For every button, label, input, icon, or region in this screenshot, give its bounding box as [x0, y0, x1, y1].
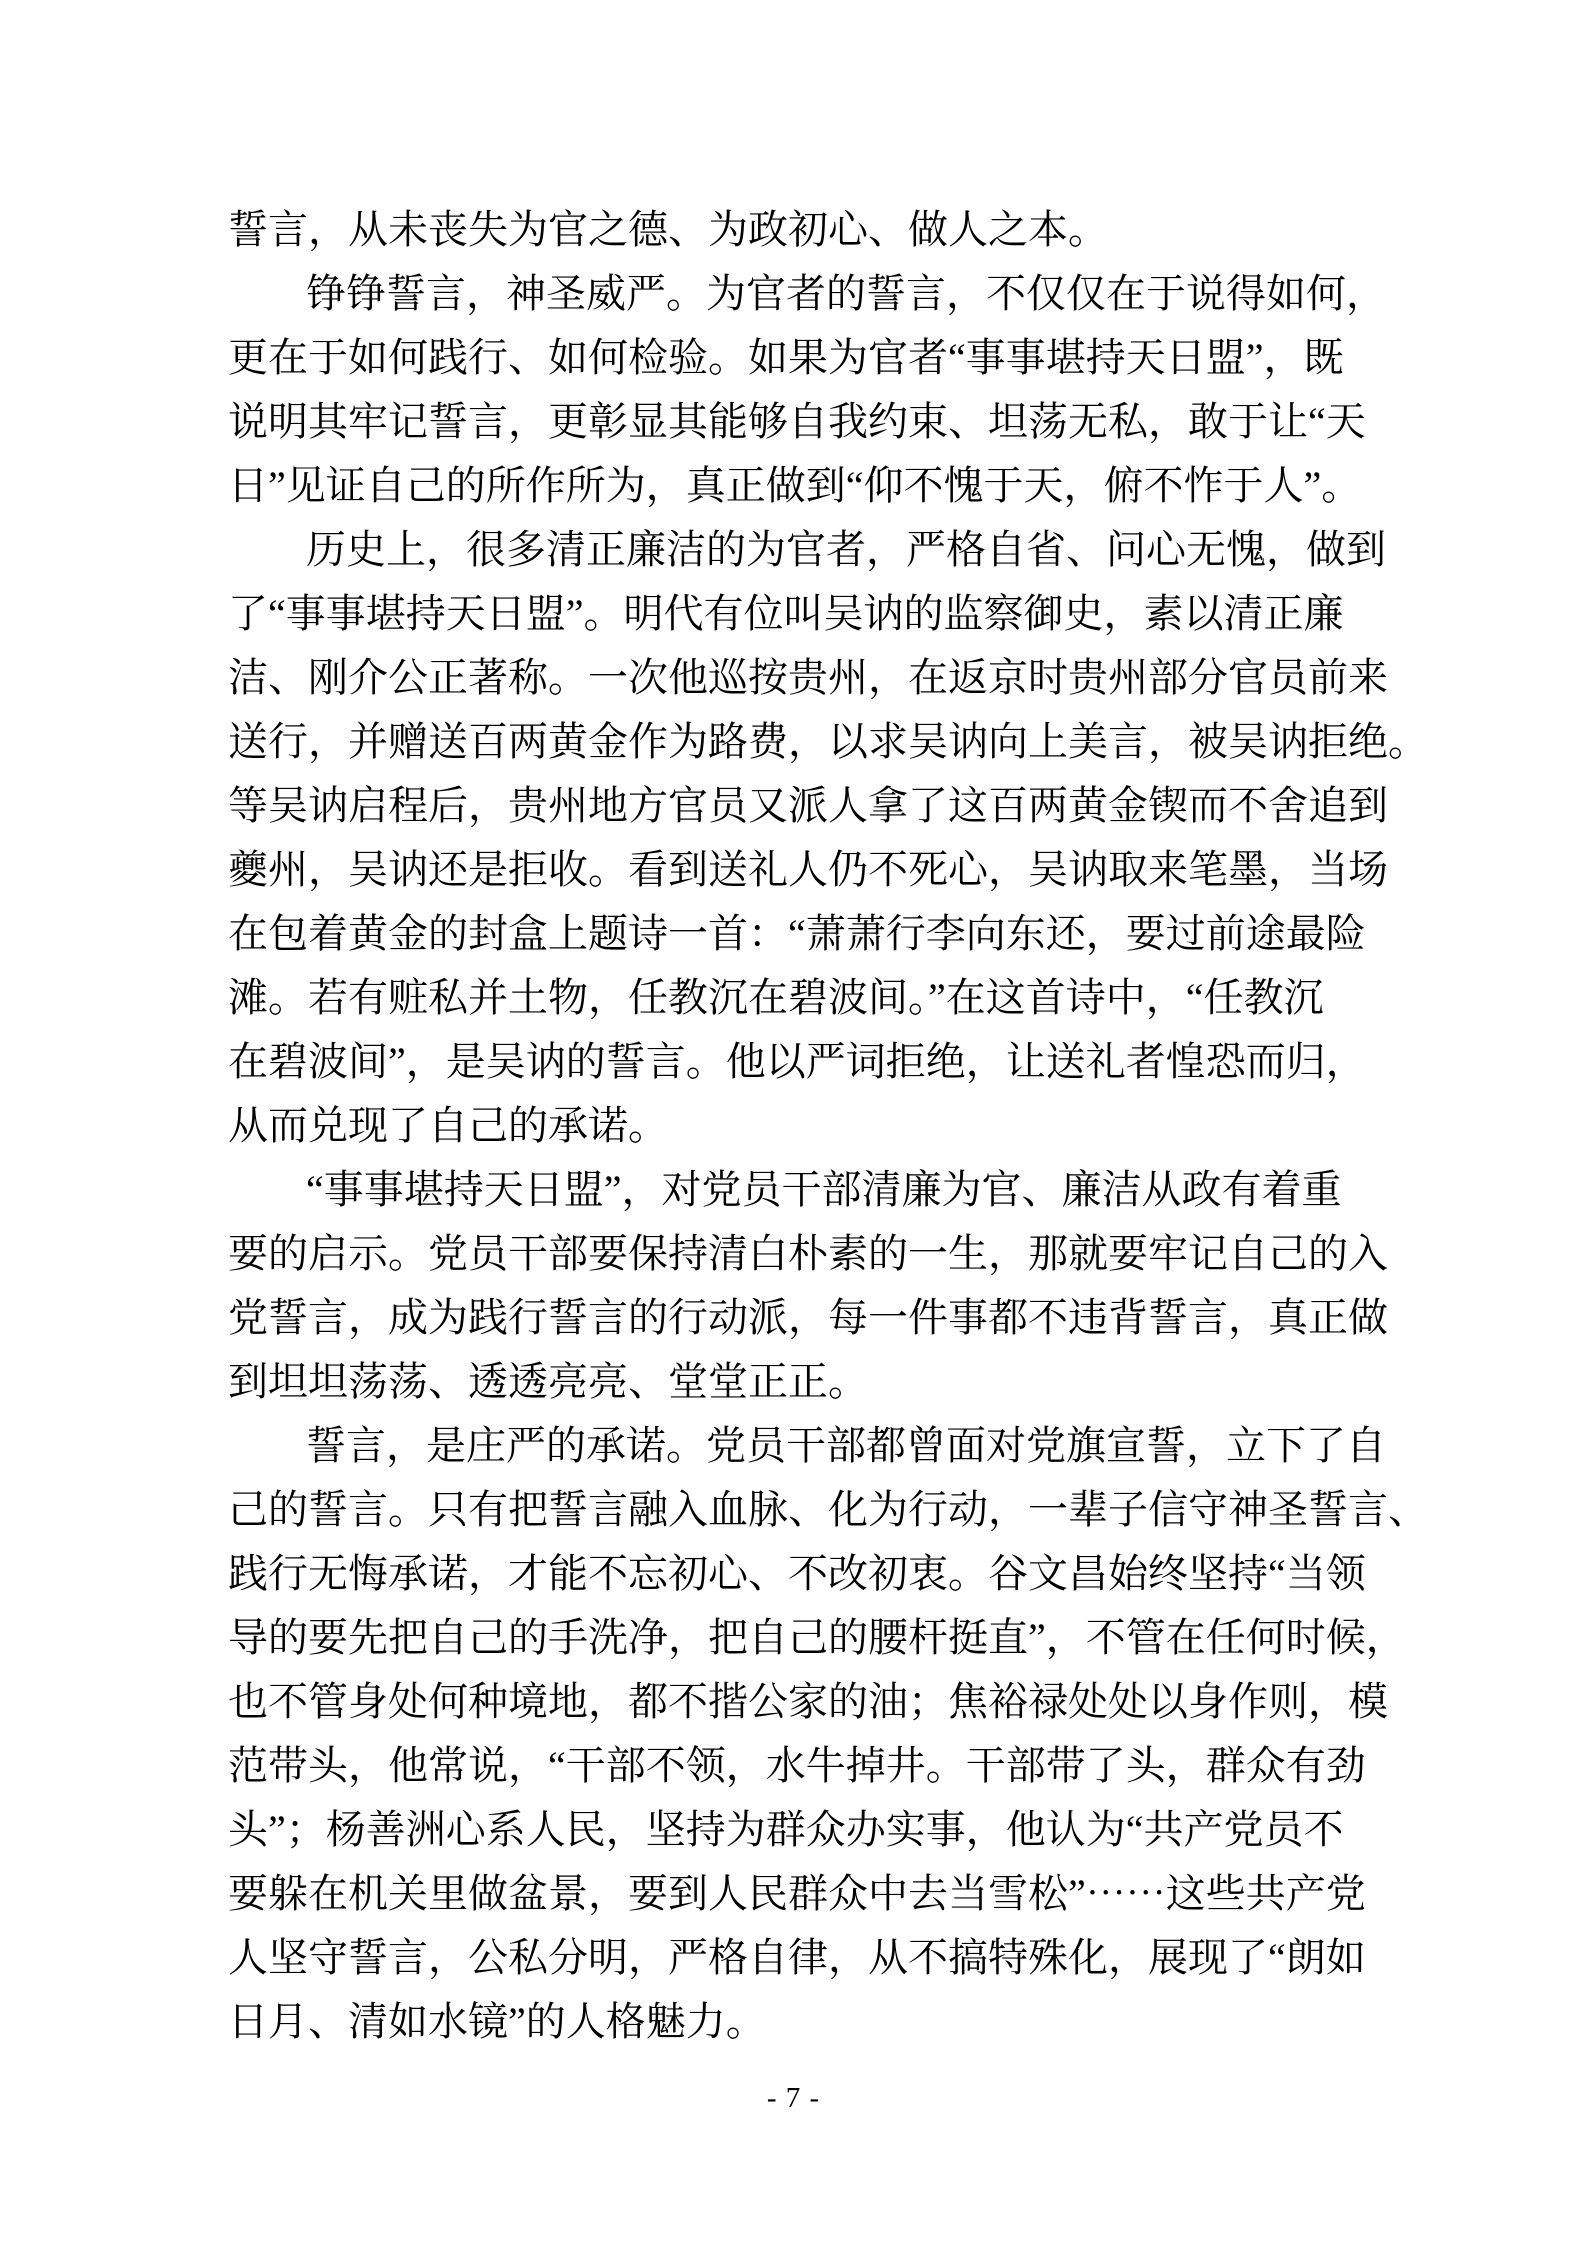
text-line: 历史上，很多清正廉洁的为官者，严格自省、问心无愧，做到 — [306, 527, 1386, 572]
text-line: 等吴讷启程后，贵州地方官员又派人拿了这百两黄金锲而不舍追到 — [228, 783, 1388, 828]
text-line: 从而兑现了自己的承诺。 — [228, 1103, 668, 1148]
text-line: 践行无悔承诺，才能不忘初心、不改初衷。谷文昌始终坚持“当领 — [228, 1551, 1366, 1596]
text-line: 誓言，从未丧失为官之德、为政初心、做人之本。 — [228, 207, 1108, 252]
text-line: 到坦坦荡荡、透透亮亮、堂堂正正。 — [228, 1359, 868, 1404]
text-line: 导的要先把自己的手洗净，把自己的腰杆挺直”，不管在任何时候， — [228, 1615, 1406, 1660]
text-line: 要的启示。党员干部要保持清白朴素的一生，那就要牢记自己的入 — [228, 1231, 1388, 1276]
text-line: 日月、清如水镜”的人格魅力。 — [228, 1999, 766, 2044]
text-line: 了“事事堪持天日盟”。明代有位叫吴讷的监察御史，素以清正廉 — [228, 591, 1344, 636]
document-body — [228, 198, 1428, 2054]
text-line: 也不管身处何种境地，都不揩公家的油；焦裕禄处处以身作则，模 — [228, 1679, 1388, 1724]
page-number: - 7 - — [766, 2082, 821, 2114]
text-line: 送行，并赠送百两黄金作为路费，以求吴讷向上美言，被吴讷拒绝。 — [228, 719, 1428, 764]
text-line: 日”见证自己的所作所为，真正做到“仰不愧于天，俯不怍于人”。 — [228, 463, 1362, 508]
text-line: 夔州，吴讷还是拒收。看到送礼人仍不死心，吴讷取来笔墨，当场 — [228, 847, 1388, 892]
text-line: 在包着黄金的封盒上题诗一首：“萧萧行李向东还，要过前途最险 — [228, 911, 1366, 956]
page-footer — [0, 2078, 1587, 2118]
text-line: 洁、刚介公正著称。一次他巡按贵州，在返京时贵州部分官员前来 — [228, 655, 1388, 700]
text-line: 在碧波间”，是吴讷的誓言。他以严词拒绝，让送礼者惶恐而归， — [228, 1039, 1366, 1084]
text-line: 更在于如何践行、如何检验。如果为官者“事事堪持天日盟”，既 — [228, 335, 1344, 380]
text-line: 己的誓言。只有把誓言融入血脉、化为行动，一辈子信守神圣誓言、 — [228, 1487, 1428, 1532]
text-line: 范带头，他常说，“干部不领，水牛掉井。干部带了头，群众有劲 — [228, 1743, 1366, 1788]
text-line: 铮铮誓言，神圣威严。为官者的誓言，不仅仅在于说得如何， — [306, 271, 1386, 316]
text-line: “事事堪持天日盟”，对党员干部清廉为官、廉洁从政有着重 — [306, 1167, 1342, 1212]
text-line: 滩。若有赃私并土物，任教沉在碧波间。”在这首诗中，“任教沉 — [228, 975, 1324, 1020]
text-line: 头”；杨善洲心系人民，坚持为群众办实事，他认为“共产党员不 — [228, 1807, 1344, 1852]
text-line: 人坚守誓言，公私分明，严格自律，从不搞特殊化，展现了“朗如 — [228, 1935, 1366, 1980]
text-line: 说明其牢记誓言，更彰显其能够自我约束、坦荡无私，敢于让“天 — [228, 399, 1366, 444]
text-line: 誓言，是庄严的承诺。党员干部都曾面对党旗宣誓，立下了自 — [306, 1423, 1386, 1468]
text-line: 党誓言，成为践行誓言的行动派，每一件事都不违背誓言，真正做 — [228, 1295, 1388, 1340]
text-line: 要躲在机关里做盆景，要到人民群众中去当雪松”⋯⋯这些共产党 — [228, 1871, 1366, 1916]
